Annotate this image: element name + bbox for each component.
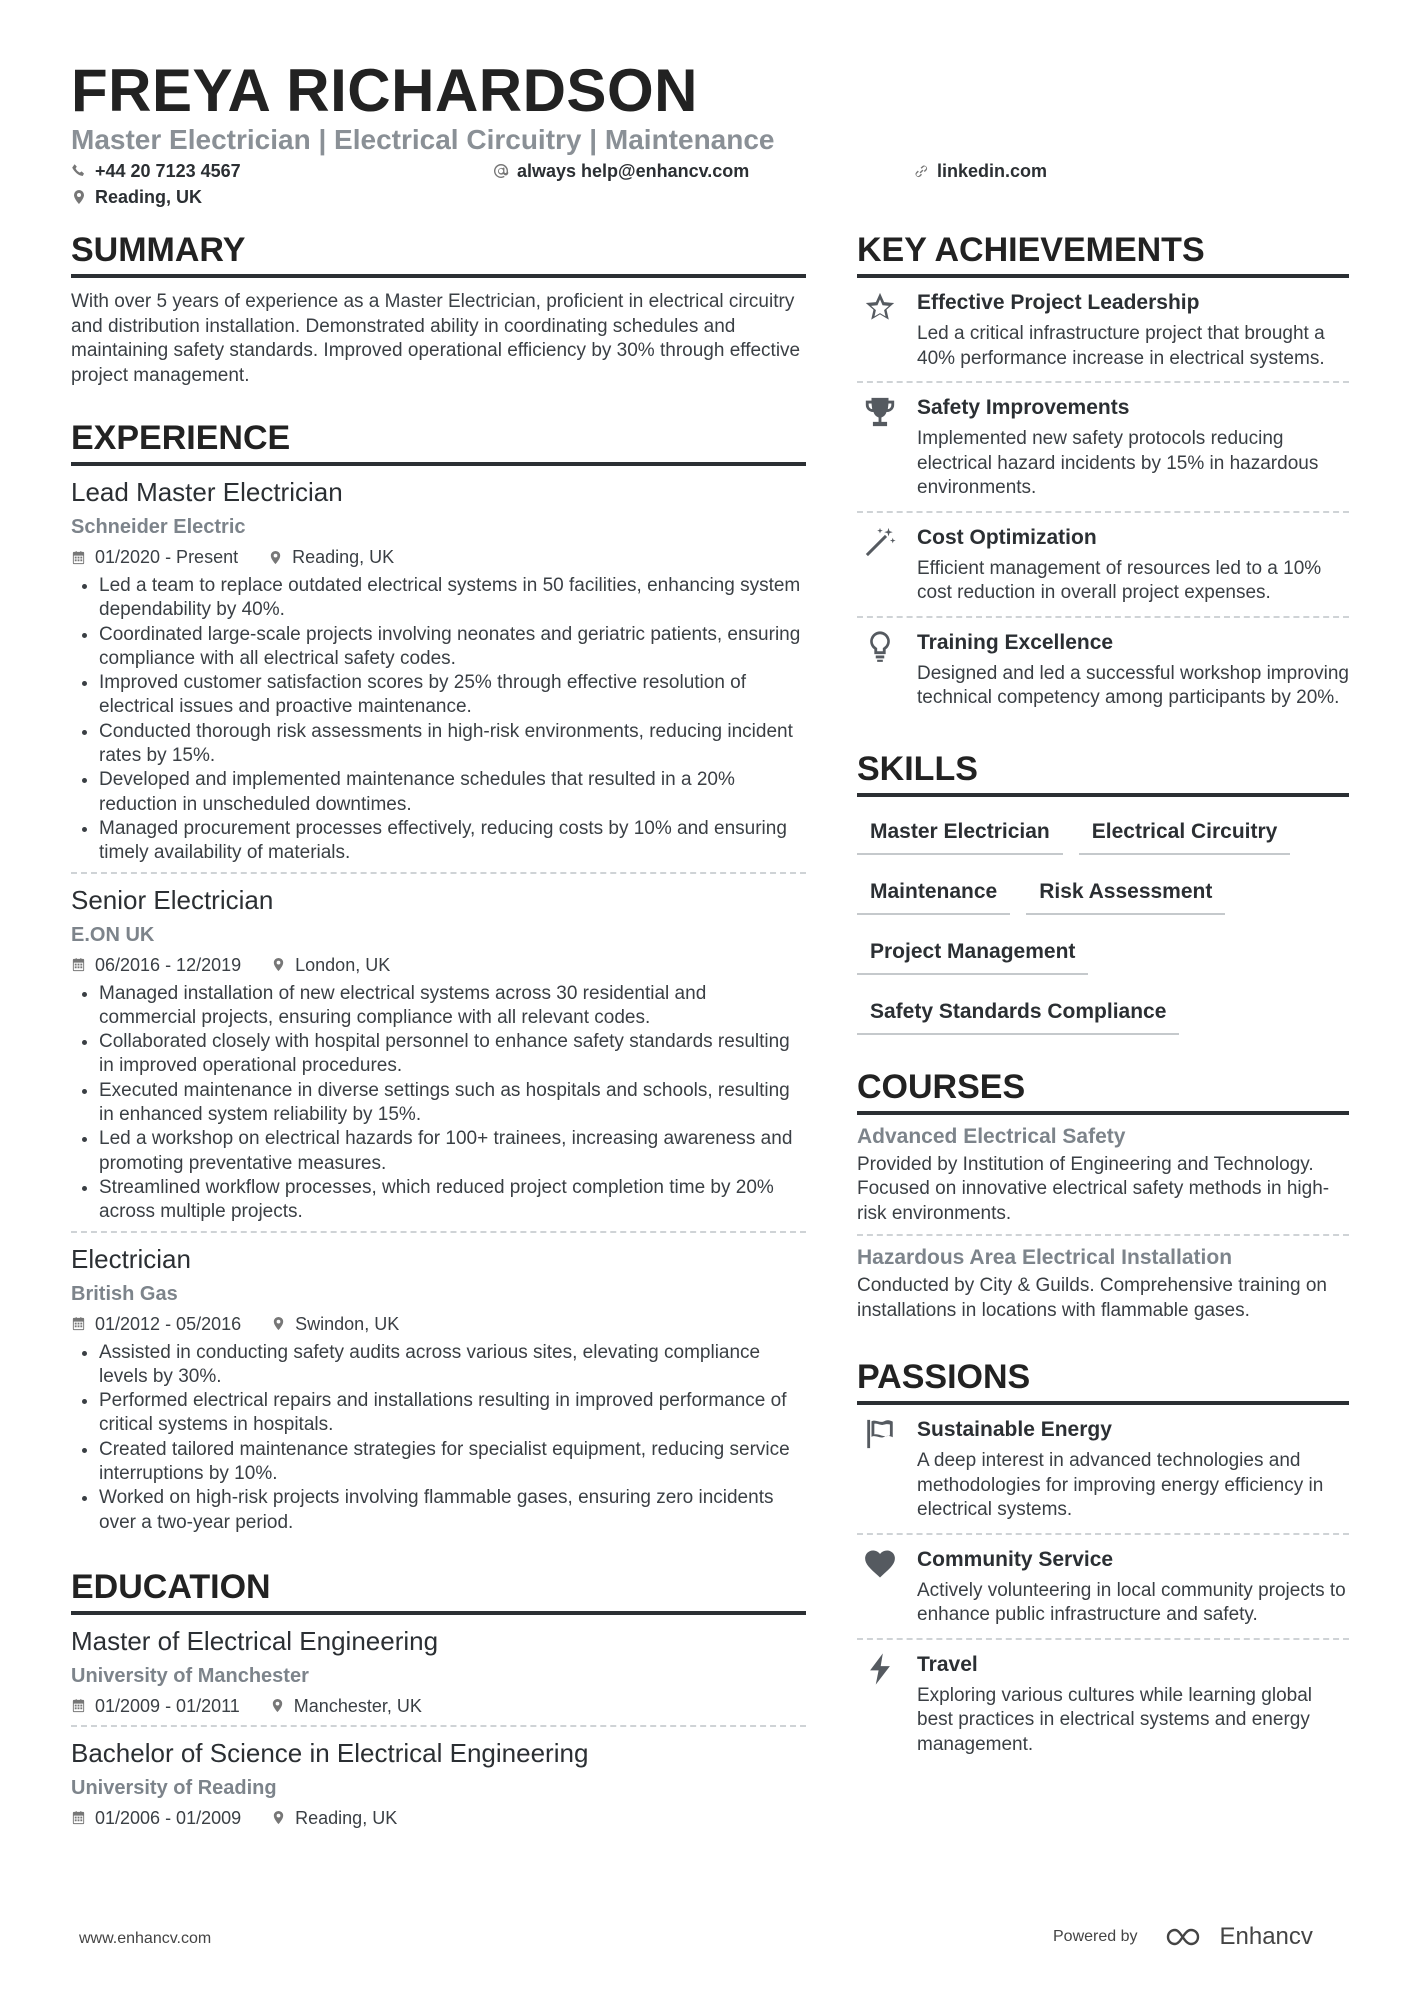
- job-entry: [71, 1231, 806, 1541]
- achievement-desc: Led a critical infrastructure project that brought a 40% performance increase in electrical systems.: [917, 323, 1325, 369]
- achievements-heading: KEY ACHIEVEMENTS: [857, 228, 1349, 278]
- bullet-item: • Managed procurement processes effectively, reducing costs by 10% and ensuring timely availability of materials.: [99, 817, 806, 866]
- bullet-item: • Coordinated large-scale projects involving neonates and geriatric patients, ensuring compliance with all electrical safety codes.: [99, 623, 806, 672]
- achievement-item: [857, 381, 1349, 511]
- job-dates: 01/2020 - Present: [95, 547, 239, 567]
- bullet-item: • Performed electrical repairs and installations resulting in improved performance of critical systems in hospitals.: [99, 1389, 806, 1438]
- location-pin-icon: [270, 1698, 285, 1713]
- achievement-title: Training Excellence: [917, 630, 1114, 654]
- skill-tag: Maintenance: [857, 873, 1010, 915]
- achievement-item: [857, 278, 1349, 381]
- course-title: Advanced Electrical Safety: [857, 1124, 1126, 1148]
- job-title: Electrician: [71, 1243, 191, 1274]
- skill-tag: Safety Standards Compliance: [857, 993, 1179, 1035]
- school-name: University of Reading: [71, 1776, 277, 1799]
- achievements-section: [857, 228, 1349, 721]
- achievement-desc: Efficient management of resources led to a 10% cost reduction in overall project expenses.: [917, 557, 1322, 603]
- bullet-item: • Executed maintenance in diverse settings such as hospitals and schools, resulting in enhanced system reliability by 15%.: [99, 1079, 806, 1128]
- bullet-item: • Conducted thorough risk assessments in high-risk environments, reducing incident rates by 15%.: [99, 720, 806, 769]
- location-pin-icon: [271, 1316, 286, 1331]
- job-entry: [71, 466, 806, 872]
- phone-icon: [71, 163, 87, 179]
- bullet-item: • Assisted in conducting safety audits across various sites, elevating compliance levels by 30%.: [99, 1341, 806, 1390]
- skills-heading: SKILLS: [857, 747, 1349, 797]
- job-location: Reading, UK: [292, 547, 395, 567]
- passions-section: [857, 1355, 1349, 1767]
- passion-desc: Exploring various cultures while learning global best practices in electrical systems and energy management.: [917, 1684, 1312, 1755]
- job-dates: 06/2016 - 12/2019: [95, 954, 242, 975]
- job-title: Lead Master Electrician: [71, 477, 343, 507]
- contact-phone: [71, 160, 241, 182]
- course-desc: Conducted by City & Guilds. Comprehensive training on installations in locations with flammable gases.: [857, 1275, 1327, 1321]
- lightbulb-icon: [863, 630, 897, 664]
- powered-by-text: Powered by: [1053, 1928, 1138, 1945]
- education-meta: [71, 1805, 806, 1831]
- magic-wand-icon: [863, 525, 897, 559]
- brand-logo[interactable]: [1164, 1923, 1313, 1951]
- bullet-item: • Led a team to replace outdated electrical systems in 50 facilities, enhancing system dependability by 40%.: [99, 574, 806, 623]
- education-dates: 01/2009 - 01/2011: [95, 1695, 240, 1716]
- experience-heading: EXPERIENCE: [71, 416, 806, 466]
- bullet-item: • Created tailored maintenance strategies for specialist equipment, reducing service interruptions by 10%.: [99, 1438, 806, 1487]
- education-entry: [71, 1615, 806, 1725]
- course-desc: Provided by Institution of Engineering and Technology. Focused on innovative electrical safety methods in high-risk environments.: [857, 1153, 1330, 1224]
- calendar-icon: [71, 1316, 86, 1331]
- achievement-desc: Implemented new safety protocols reducing electrical hazard incidents by 15% in hazardous environments.: [917, 428, 1319, 498]
- passion-title: Community Service: [917, 1547, 1114, 1571]
- job-title: Senior Electrician: [71, 884, 274, 915]
- location-text: Reading, UK: [95, 187, 203, 207]
- education-section: [71, 1565, 806, 1837]
- heart-icon: [863, 1547, 897, 1581]
- education-location: Manchester, UK: [293, 1695, 422, 1716]
- achievement-title: Safety Improvements: [917, 396, 1130, 419]
- degree: Bachelor of Science in Electrical Engineering: [71, 1737, 589, 1768]
- contact-email: [493, 160, 749, 182]
- right-column: [857, 228, 1349, 1795]
- job-bullets: [71, 574, 806, 866]
- education-heading: EDUCATION: [71, 1565, 806, 1615]
- location-pin-icon: [268, 550, 283, 565]
- summary-section: [71, 228, 806, 388]
- education-location: Reading, UK: [295, 1807, 398, 1828]
- calendar-icon: [71, 1698, 86, 1713]
- job-entry: [71, 872, 806, 1231]
- left-column: [71, 228, 806, 1865]
- flag-icon: [863, 1417, 897, 1451]
- headline: Master Electrician | Electrical Circuitry | Maintenance: [71, 124, 775, 155]
- location-pin-icon: [271, 957, 286, 972]
- passion-desc: A deep interest in advanced technologies and methodologies for improving energy efficiency in electrical systems.: [917, 1450, 1324, 1520]
- job-meta: [71, 1311, 806, 1337]
- skills-list: [857, 813, 1349, 1035]
- job-meta: [71, 952, 806, 978]
- bullet-item: • Managed installation of new electrical systems across 30 residential and commercial projects, ensuring compliance with all relevant codes.: [99, 982, 806, 1031]
- company-name: British Gas: [71, 1282, 178, 1305]
- achievement-item: [857, 511, 1349, 616]
- footer-branding: [1053, 1923, 1313, 1951]
- bullet-item: • Led a workshop on electrical hazards for 100+ trainees, increasing awareness and promoting preventative measures.: [99, 1127, 806, 1176]
- job-location: Swindon, UK: [295, 1313, 400, 1334]
- courses-section: [857, 1065, 1349, 1332]
- course-item: [857, 1234, 1349, 1331]
- bullet-item: • Collaborated closely with hospital personnel to enhance safety standards resulting in improved operational procedures.: [99, 1030, 806, 1079]
- bullet-item: • Improved customer satisfaction scores by 25% through effective resolution of electrical issues and proactive maintenance.: [99, 671, 806, 720]
- phone-text[interactable]: +44 20 7123 4567: [95, 161, 241, 181]
- passion-title: Sustainable Energy: [917, 1418, 1112, 1441]
- star-icon: [863, 290, 897, 324]
- contact-linkedin: [913, 160, 1047, 182]
- trophy-icon: [863, 395, 897, 429]
- footer-website[interactable]: www.enhancv.com: [79, 1930, 212, 1947]
- education-meta: [71, 1693, 806, 1719]
- bullet-item: • Worked on high-risk projects involving flammable gases, ensuring zero incidents over a two-year period.: [99, 1486, 806, 1535]
- skills-section: [857, 747, 1349, 1035]
- achievement-item: [857, 616, 1349, 721]
- calendar-icon: [71, 550, 86, 565]
- degree: Master of Electrical Engineering: [71, 1625, 439, 1656]
- experience-section: [71, 416, 806, 1541]
- course-title: Hazardous Area Electrical Installation: [857, 1246, 1233, 1269]
- passions-heading: PASSIONS: [857, 1355, 1349, 1405]
- location-pin-icon: [71, 189, 87, 205]
- achievement-title: Effective Project Leadership: [917, 291, 1200, 314]
- link-icon: [913, 163, 929, 179]
- passion-item: [857, 1638, 1349, 1768]
- courses-heading: COURSES: [857, 1065, 1349, 1115]
- bullet-item: • Developed and implemented maintenance schedules that resulted in a 20% reduction in unscheduled downtimes.: [99, 768, 806, 817]
- course-item: [857, 1115, 1349, 1235]
- email-text[interactable]: always help@enhancv.com: [517, 161, 750, 181]
- skill-tag: Project Management: [857, 933, 1088, 975]
- company-name: E.ON UK: [71, 923, 155, 946]
- skill-tag: Master Electrician: [857, 813, 1063, 855]
- passion-title: Travel: [917, 1652, 978, 1676]
- achievement-title: Cost Optimization: [917, 525, 1097, 549]
- school-name: University of Manchester: [71, 1664, 309, 1687]
- summary-text: With over 5 years of experience as a Master Electrician, proficient in electrical circuitry and distribution installation. Demonstrated ability in coordinating schedules and maintaining safety standards. Improved operational efficiency by 30% through effective project management.: [71, 291, 801, 386]
- education-dates: 01/2006 - 01/2009: [95, 1807, 242, 1828]
- job-location: London, UK: [295, 954, 391, 975]
- company-name: Schneider Electric: [71, 516, 246, 538]
- lightning-icon: [863, 1652, 897, 1686]
- enhancv-logo-icon: [1164, 1925, 1210, 1949]
- skill-tag: Risk Assessment: [1026, 873, 1225, 915]
- location-pin-icon: [271, 1810, 286, 1825]
- at-icon: [493, 163, 509, 179]
- job-meta: [71, 544, 806, 570]
- job-dates: 01/2012 - 05/2016: [95, 1313, 242, 1334]
- calendar-icon: [71, 1810, 86, 1825]
- education-entry: [71, 1725, 806, 1837]
- passion-item: [857, 1533, 1349, 1638]
- linkedin-text[interactable]: linkedin.com: [937, 161, 1048, 181]
- passion-item: [857, 1405, 1349, 1533]
- achievement-desc: Designed and led a successful workshop improving technical competency among participants by 20%.: [917, 662, 1349, 708]
- calendar-icon: [71, 957, 86, 972]
- skill-tag: Electrical Circuitry: [1079, 813, 1291, 855]
- job-bullets: [71, 1341, 806, 1535]
- summary-heading: SUMMARY: [71, 228, 806, 278]
- brand-name: Enhancv: [1219, 1923, 1313, 1950]
- contact-location: [71, 186, 202, 208]
- passion-desc: Actively volunteering in local community projects to enhance public infrastructure and safety.: [917, 1579, 1346, 1625]
- candidate-name: FREYA RICHARDSON: [71, 57, 698, 124]
- job-bullets: [71, 982, 806, 1225]
- bullet-item: • Streamlined workflow processes, which reduced project completion time by 20% across multiple projects.: [99, 1176, 806, 1225]
